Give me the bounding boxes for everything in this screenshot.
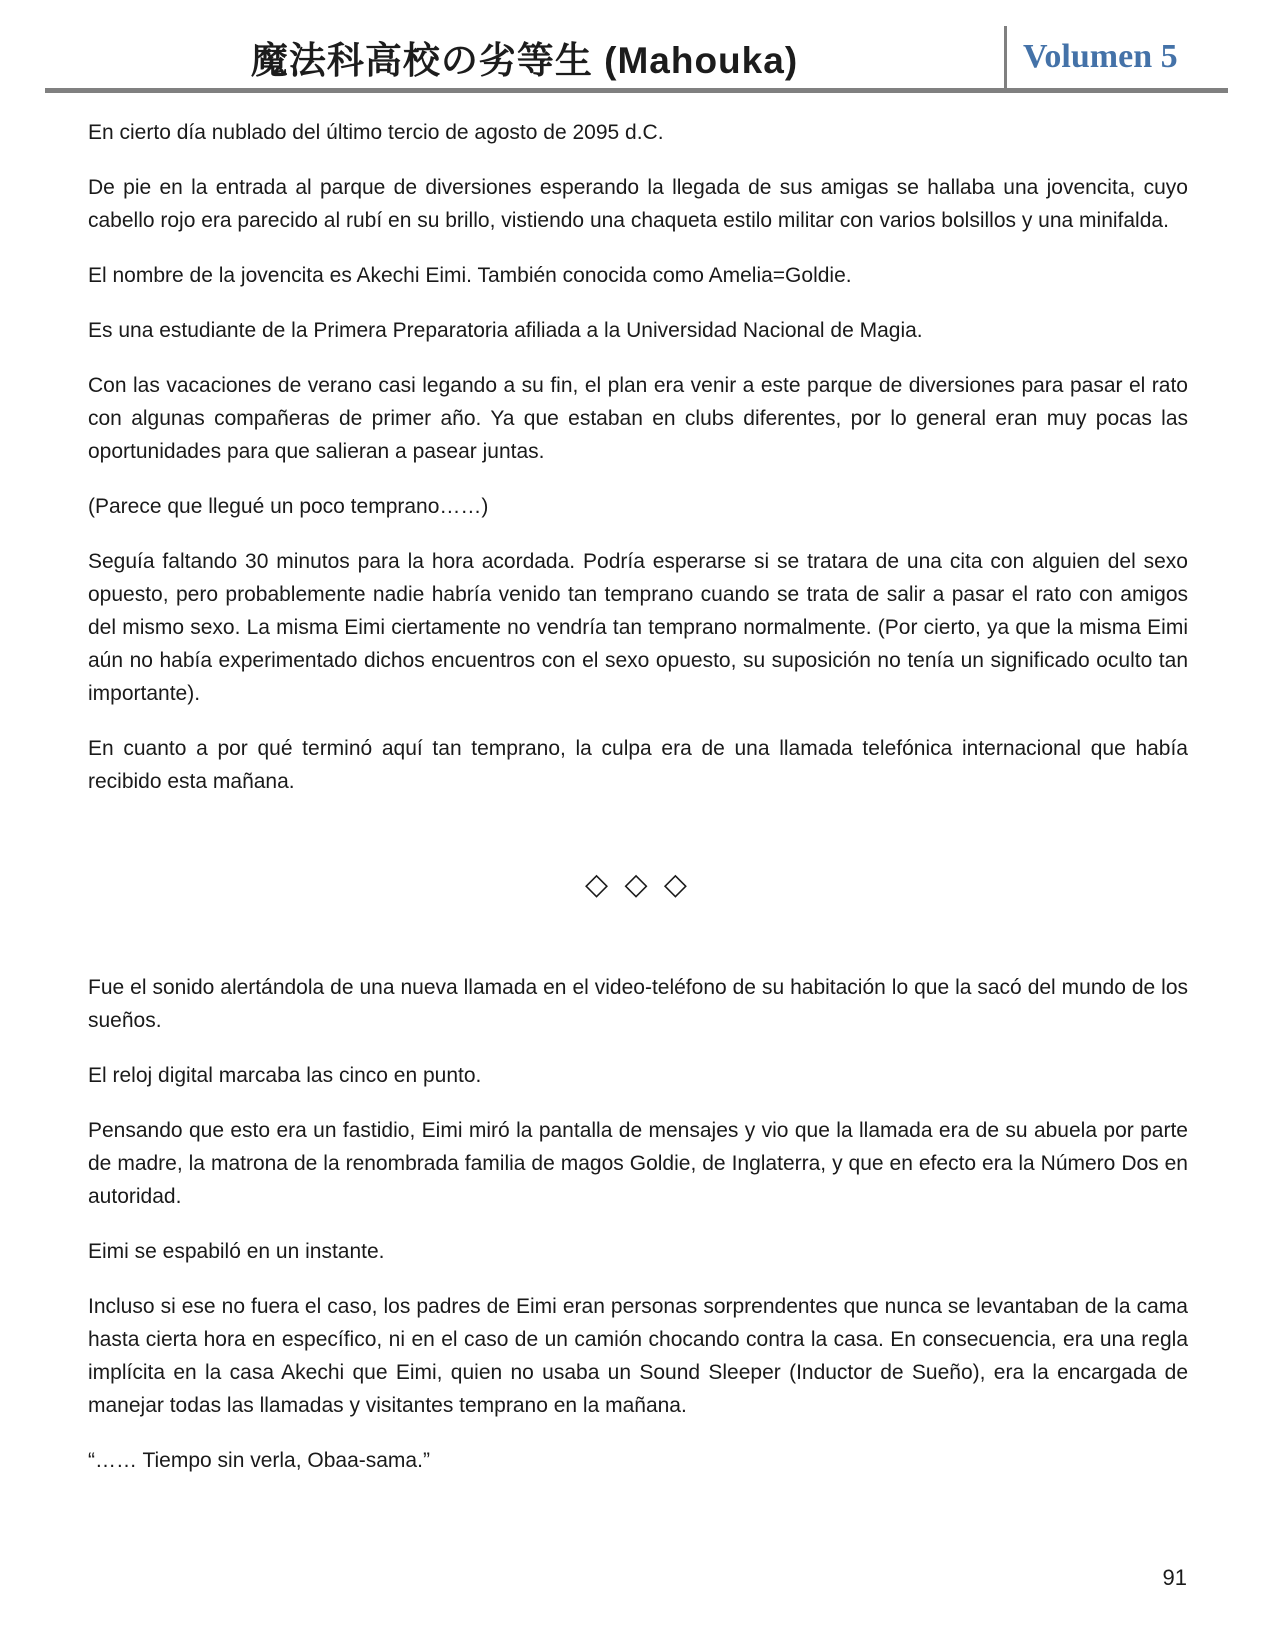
body-paragraph: (Parece que llegué un poco temprano……) xyxy=(88,495,489,518)
page-header xyxy=(45,26,1228,88)
document-title: 魔法科高校の劣等生 (Mahouka) xyxy=(250,40,799,81)
body-paragraph: El reloj digital marcaba las cinco en punto. xyxy=(88,1064,482,1087)
document-body xyxy=(88,116,1188,1499)
body-paragraph: “…… Tiempo sin verla, Obaa-sama.” xyxy=(88,1449,430,1472)
body-paragraph: Pensando que esto era un fastidio, Eimi miró la pantalla de mensajes y vio que la llamada era de su abuela por parte de madre, la matrona de la renombrada familia de magos Goldie, de Inglaterra, y que en efecto era la Número Dos en autoridad. xyxy=(88,1119,1188,1208)
body-paragraph: El nombre de la jovencita es Akechi Eimi. También conocida como Amelia=Goldie. xyxy=(88,264,852,287)
body-paragraph: Incluso si ese no fuera el caso, los padres de Eimi eran personas sorprendentes que nunca se levantaban de la cama hasta cierta hora en específico, ni en el caso de un camión chocando contra la casa. En consecuencia, era una regla implícita en la casa Akechi que Eimi, quien no usaba un Sound Sleeper (Inductor de Sueño), era la encargada de manejar todas las llamadas y visitantes temprano en la mañana. xyxy=(88,1295,1188,1417)
volume-label: Volumen 5 xyxy=(1023,38,1178,75)
body-paragraph: Es una estudiante de la Primera Preparatoria afiliada a la Universidad Nacional de Magia. xyxy=(88,319,923,342)
body-paragraph: Con las vacaciones de verano casi legando a su fin, el plan era venir a este parque de diversiones para pasar el rato con algunas compañeras de primer año. Ya que estaban en clubs diferentes, por lo general eran muy pocas las oportunidades para que salieran a pasear juntas. xyxy=(88,374,1188,463)
scene-break-separator: ◇ ◇ ◇ xyxy=(585,868,691,901)
body-paragraph: Seguía faltando 30 minutos para la hora acordada. Podría esperarse si se tratara de una cita con alguien del sexo opuesto, pero probablemente nadie habría venido tan temprano cuando se trata de salir a pasar el rato con amigos del mismo sexo. La misma Eimi ciertamente no vendría tan temprano normalmente. (Por cierto, ya que la misma Eimi aún no había experimentado dichos encuentros con el sexo opuesto, su suposición no tenía un significado oculto tan importante). xyxy=(88,550,1188,705)
page-number: 91 xyxy=(1162,1565,1187,1590)
header-rule xyxy=(45,88,1228,93)
body-paragraph: En cuanto a por qué terminó aquí tan temprano, la culpa era de una llamada telefónica internacional que había recibido esta mañana. xyxy=(88,737,1188,793)
body-paragraph: Fue el sonido alertándola de una nueva llamada en el video-teléfono de su habitación lo que la sacó del mundo de los sueños. xyxy=(88,976,1188,1032)
body-paragraph: En cierto día nublado del último tercio de agosto de 2095 d.C. xyxy=(88,121,664,144)
body-paragraph: Eimi se espabiló en un instante. xyxy=(88,1240,385,1263)
body-paragraph: De pie en la entrada al parque de diversiones esperando la llegada de sus amigas se hallaba una jovencita, cuyo cabello rojo era parecido al rubí en su brillo, vistiendo una chaqueta estilo militar con varios bolsillos y una minifalda. xyxy=(88,176,1188,232)
